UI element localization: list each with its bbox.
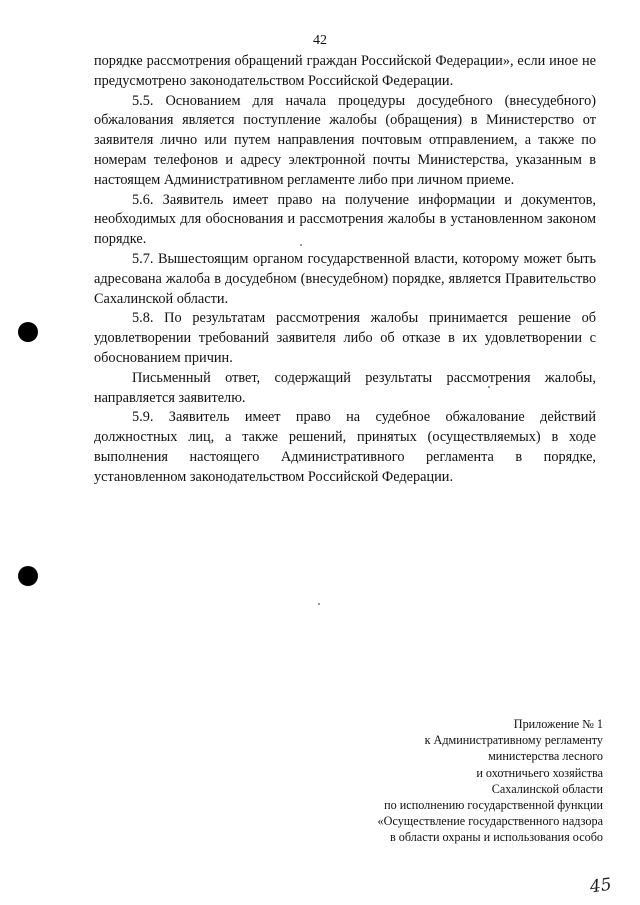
page-number: 42 <box>313 33 327 48</box>
scan-speck <box>300 244 302 246</box>
appendix-line: «Осуществление государственного надзора <box>377 814 603 829</box>
paragraph-5-9: 5.9. Заявитель имеет право на судебное обжалование действий должностных лиц, а также решений, принятых (осуществляемых) в ходе выполнения настоящего Административного регламента в порядке, установленном законодательством Российской Федерации. <box>94 409 596 485</box>
appendix-line: Приложение № 1 <box>513 717 603 731</box>
punch-hole-icon <box>18 566 38 586</box>
appendix-line: и охотничьего хозяйства <box>476 765 603 780</box>
paragraph-5-5: 5.5. Основанием для начала процедуры досудебного (внесудебного) обжалования является поступление жалобы (обращения) в Министерство от заявителя лично или путем направления почтовым отправлением, а также по номерам телефонов и адресу электронной почты Министерства, указанным в настоящем Административном регламенте либо при личном приеме. <box>94 92 596 188</box>
paragraph-5-8: 5.8. По результатам рассмотрения жалобы принимается решение об удовлетворении требований заявителя либо об отказе в их удовлетворении с обоснованием причин. <box>94 310 596 366</box>
paragraph-continuation: порядке рассмотрения обращений граждан Российской Федерации», если иное не предусмотрено законодательством Российской Федерации. <box>94 53 596 89</box>
appendix-line: Сахалинской области <box>491 781 603 796</box>
punch-hole-icon <box>18 322 38 342</box>
appendix-header <box>303 716 603 846</box>
appendix-line: министерства лесного <box>488 749 603 764</box>
regulation-text <box>94 52 596 488</box>
paragraph-5-7: 5.7. Вышестоящим органом государственной власти, которому может быть адресована жалоба в досудебном (внесудебном) порядке, является Правительство Сахалинской области. <box>94 250 596 307</box>
appendix-line: к Административному регламенту <box>424 733 603 748</box>
paragraph-written-response: Письменный ответ, содержащий результаты рассмотрения жалобы, направляется заявителю. <box>94 369 596 406</box>
scan-speck <box>318 603 320 605</box>
handwritten-page-mark: 45 <box>588 874 613 898</box>
paragraph-5-6: 5.6. Заявитель имеет право на получение информации и документов, необходимых для обоснования и рассмотрения жалобы в установленном законом порядке. <box>94 191 596 248</box>
scan-speck <box>488 386 490 388</box>
appendix-line: в области охраны и использования особо <box>389 830 603 845</box>
appendix-line: по исполнению государственной функции <box>384 798 603 813</box>
